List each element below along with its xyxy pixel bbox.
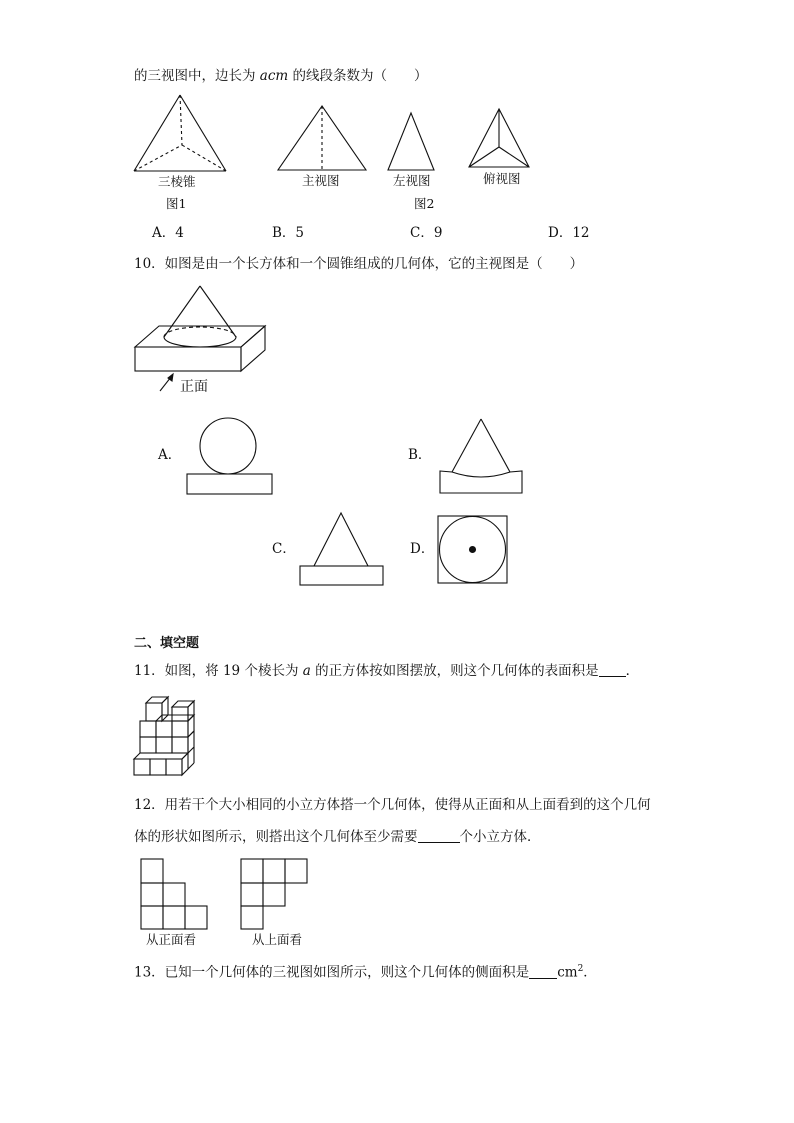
- q9-top-view: [467, 107, 531, 169]
- q13-stem-end: ．: [583, 964, 597, 981]
- q10-option-b-figure[interactable]: [438, 417, 526, 497]
- q11-answer-blank[interactable]: [599, 664, 626, 677]
- q9-option-d[interactable]: D．12: [548, 225, 590, 241]
- q13-unit-sup: 2: [577, 964, 584, 974]
- q11-stem: [134, 664, 639, 679]
- fig1-caption: 三棱锥: [158, 174, 196, 189]
- q12-line2-suffix: 个小立方体．: [459, 829, 541, 845]
- q10-option-c-label[interactable]: C．: [272, 541, 296, 557]
- q9-option-a[interactable]: A．4: [152, 225, 184, 241]
- fig1-pyramid: [130, 93, 230, 173]
- q9-option-c[interactable]: C．9: [410, 225, 443, 241]
- q9-top-caption: 俯视图: [483, 171, 521, 186]
- q11-stem-end: ．: [625, 663, 640, 679]
- q12-line2: [134, 830, 541, 845]
- q10-option-c-figure[interactable]: [298, 511, 386, 587]
- q12-answer-blank[interactable]: [418, 830, 460, 843]
- q9-left-caption: 左视图: [393, 173, 431, 188]
- q12-top-view: [239, 857, 311, 931]
- q11-stem-suffix: 的正方体按如图摆放，则这个几何体的表面积是: [310, 663, 599, 679]
- q13-stem-prefix: 13．已知一个几何体的三视图如图所示，则这个几何体的侧面积是: [134, 964, 530, 981]
- q9-stem-var: acm: [259, 68, 289, 84]
- q12-top-caption: 从上面看: [252, 932, 303, 947]
- q10-option-d-label[interactable]: D．: [410, 541, 435, 557]
- q10-option-d-figure[interactable]: [436, 514, 510, 586]
- q12-front-caption: 从正面看: [146, 932, 197, 947]
- q12-line2-prefix: 体的形状如图所示，则搭出这个几何体至少需要: [134, 829, 418, 845]
- fig2-label: 图2: [414, 196, 435, 211]
- q11-stem-prefix: 11．如图，将 19 个棱长为: [134, 663, 303, 679]
- q13-unit: cm: [557, 964, 578, 981]
- q12-front-view: [139, 857, 211, 931]
- fig1-label: 图1: [166, 196, 187, 211]
- q9-stem: [134, 70, 428, 84]
- q9-stem-suffix: 的线段条数为（ ）: [288, 68, 428, 84]
- q9-left-view: [386, 111, 436, 172]
- q10-option-b-label[interactable]: B．: [408, 447, 432, 463]
- q11-stem-var: a: [302, 663, 311, 679]
- q9-front-caption: 主视图: [302, 173, 340, 188]
- q9-front-view: [276, 104, 368, 172]
- q13-stem: [134, 965, 597, 980]
- q13-answer-blank[interactable]: [529, 966, 557, 979]
- q9-option-b[interactable]: B．5: [272, 225, 305, 241]
- q9-stem-prefix: 的三视图中，边长为: [134, 68, 260, 84]
- q10-front-label: 正面: [180, 379, 208, 395]
- q11-cube-stack: [132, 693, 202, 779]
- q12-line1: 12．用若干个大小相同的小立方体搭一个几何体，使得从正面和从上面看到的这个几何: [134, 797, 651, 813]
- section-title: 二、填空题: [134, 636, 200, 651]
- q10-stem: 10．如图是由一个长方体和一个圆锥组成的几何体，它的主视图是（ ）: [134, 256, 584, 272]
- q10-option-a-figure[interactable]: [185, 416, 275, 496]
- q10-option-a-label[interactable]: A．: [158, 447, 182, 463]
